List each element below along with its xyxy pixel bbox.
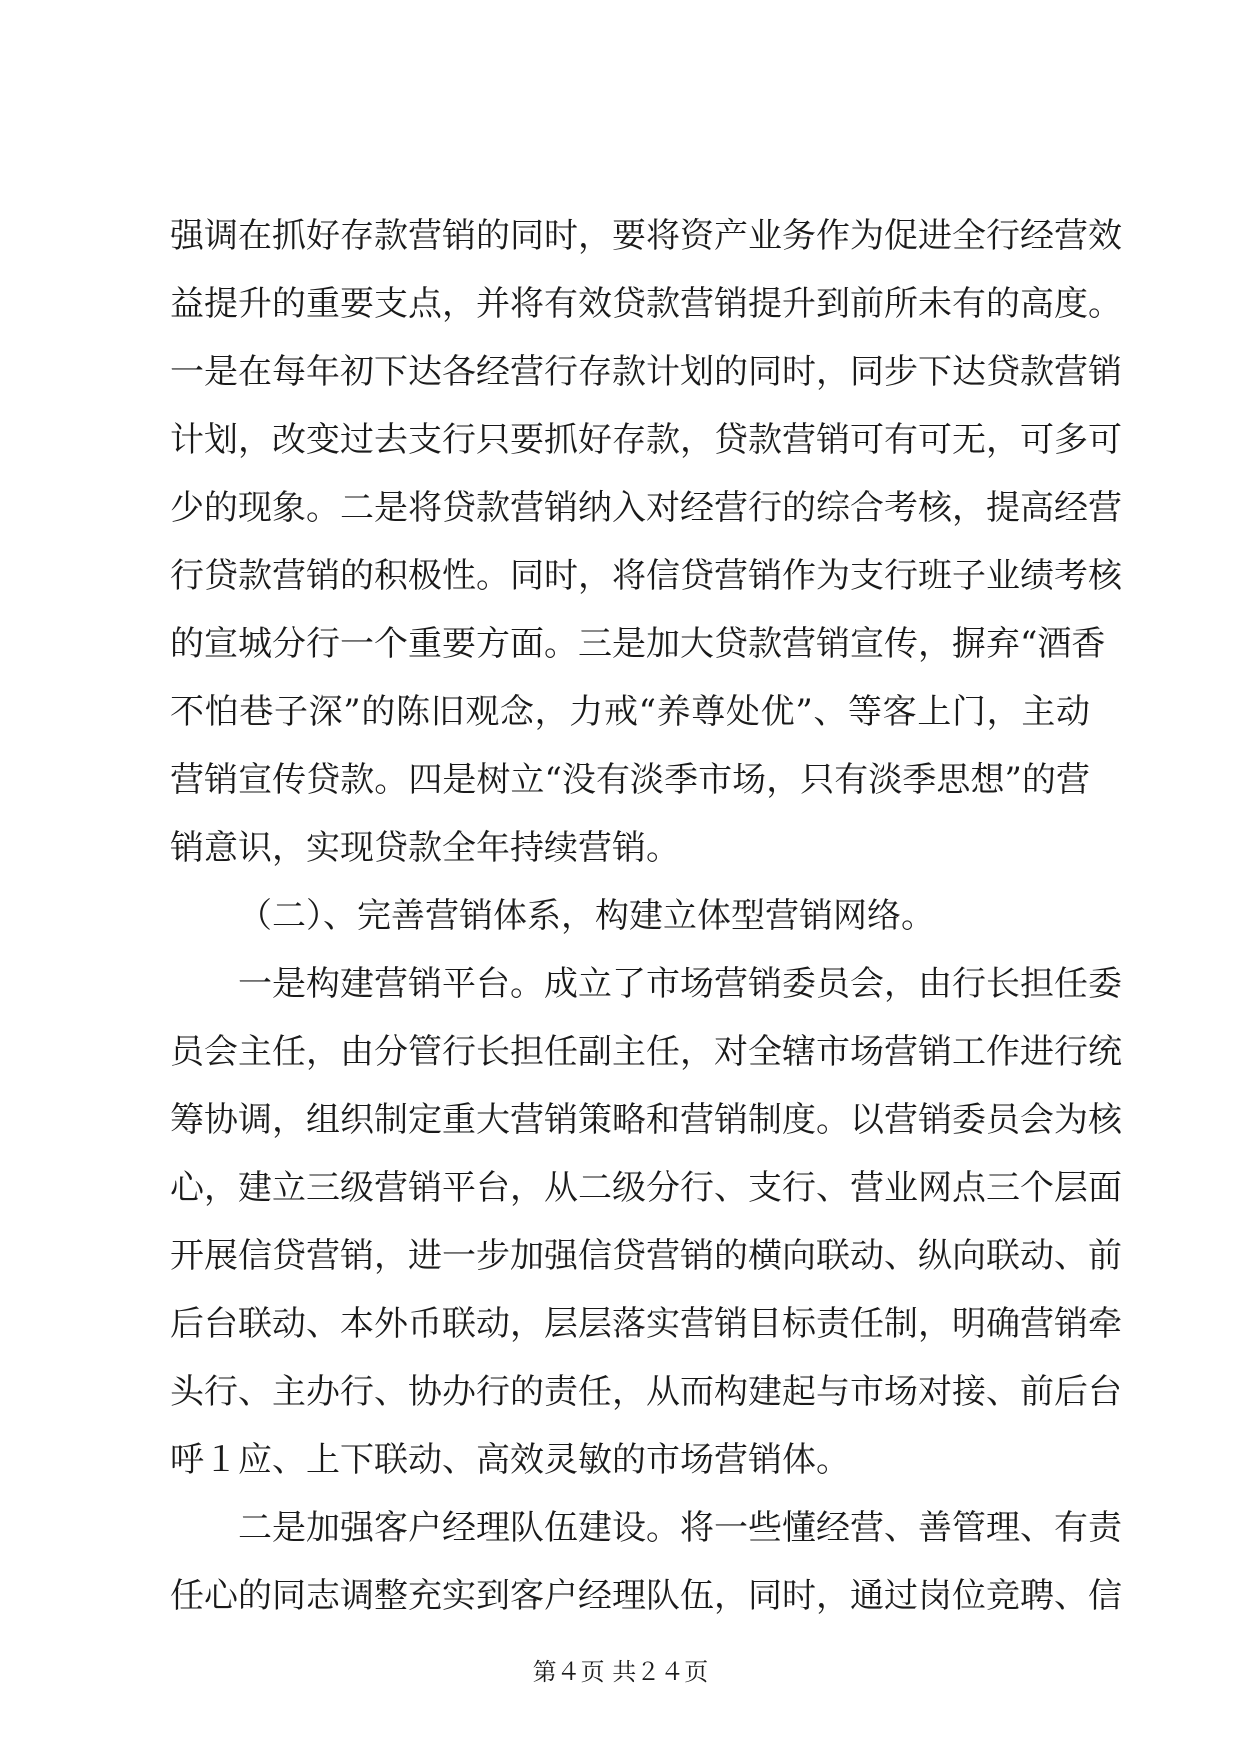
- body-text-line: 计划，改变过去支行只要抓好存款，贷款营销可有可无，可多可: [170, 420, 1122, 460]
- body-text-line: 强调在抓好存款营销的同时，要将资产业务作为促进全行经营效: [170, 216, 1122, 256]
- body-text-line: 后台联动、本外币联动，层层落实营销目标责任制，明确营销牵: [170, 1304, 1122, 1344]
- body-text-line: 任心的同志调整充实到客户经理队伍，同时，通过岗位竞聘、信: [170, 1576, 1122, 1616]
- body-text-line: 营销宣传贷款。四是树立“没有淡季市场，只有淡季思想”的营: [170, 760, 1090, 800]
- body-text-line: 心，建立三级营销平台，从二级分行、支行、营业网点三个层面: [170, 1168, 1122, 1208]
- body-text-line: 的宣城分行一个重要方面。三是加大贷款营销宣传，摒弃“酒香: [170, 624, 1106, 664]
- paragraph-first-line: 一是构建营销平台。成立了市场营销委员会，由行长担任委: [238, 964, 1122, 1004]
- body-text-line: 员会主任，由分管行长担任副主任，对全辖市场营销工作进行统: [170, 1032, 1122, 1072]
- body-text-line: 益提升的重要支点，并将有效贷款营销提升到前所未有的高度。: [170, 284, 1122, 324]
- body-text-line: 开展信贷营销，进一步加强信贷营销的横向联动、纵向联动、前: [170, 1236, 1122, 1276]
- body-text-line: 筹协调，组织制定重大营销策略和营销制度。以营销委员会为核: [170, 1100, 1122, 1140]
- paragraph-first-line: 二是加强客户经理队伍建设。将一些懂经营、善管理、有责: [238, 1508, 1122, 1548]
- body-text-line: 呼１应、上下联动、高效灵敏的市场营销体。: [170, 1440, 850, 1480]
- body-text-line: 一是在每年初下达各经营行存款计划的同时，同步下达贷款营销: [170, 352, 1122, 392]
- page-footer: 第４页 共２４页: [532, 1658, 709, 1686]
- body-text-line: 行贷款营销的积极性。同时，将信贷营销作为支行班子业绩考核: [170, 556, 1122, 596]
- body-text-line: 少的现象。二是将贷款营销纳入对经营行的综合考核，提高经营: [170, 488, 1122, 528]
- body-text-line: 销意识，实现贷款全年持续营销。: [170, 828, 680, 868]
- body-text-line: 头行、主办行、协办行的责任，从而构建起与市场对接、前后台: [170, 1372, 1122, 1412]
- body-text-line: 不怕巷子深”的陈旧观念，力戒“养尊处优”、等客上门，主动: [170, 692, 1090, 732]
- section-heading: （二）、完善营销体系，构建立体型营销网络。: [238, 896, 935, 936]
